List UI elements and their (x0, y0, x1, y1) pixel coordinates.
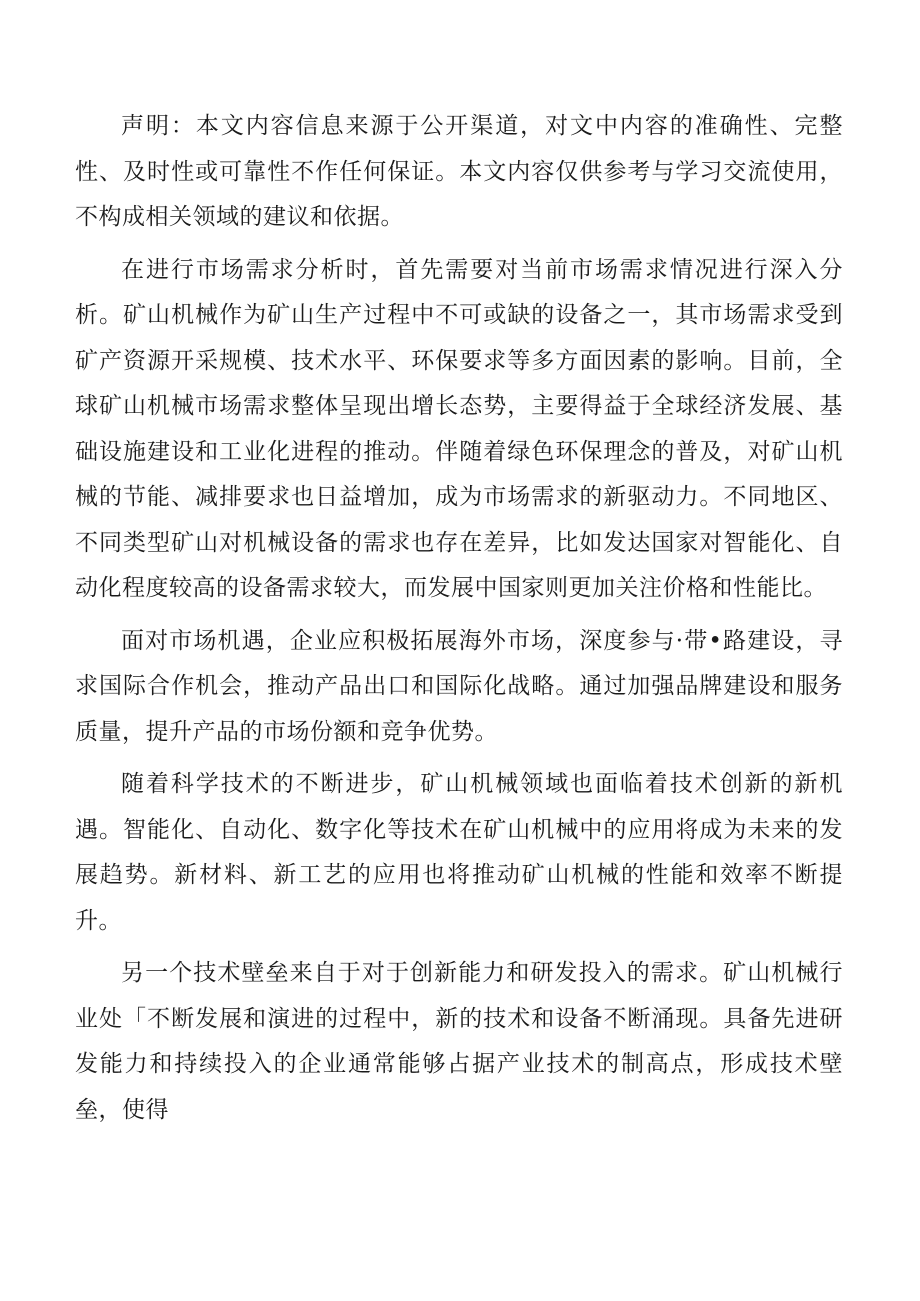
disclaimer-paragraph: 声明：本文内容信息来源于公开渠道，对文中内容的准确性、完整性、及时性或可靠性不作任何保证。本文内容仅供参考与学习交流使用，不构成相关领域的建议和依据。 (75, 113, 843, 230)
technology-opportunity-paragraph: 随着科学技术的不断进步，矿山机械领域也面临着技术创新的新机遇。智能化、自动化、数字化等技术在矿山机械中的应用将成为未来的发展趋势。新材料、新工艺的应用也将推动矿山机械的性能和效率不断提升。 (75, 771, 843, 934)
market-demand-paragraph: 在进行市场需求分析时，首先需要对当前市场需求情况进行深入分析。矿山机械作为矿山生产过程中不可或缺的设备之一，其市场需求受到矿产资源开采规模、技术水平、环保要求等多方面因素的影响。目前，全球矿山机械市场需求整体呈现出增长态势，主要得益于全球经济发展、基础设施建设和工业化进程的推动。伴随着绿色环保理念的普及，对矿山机械的节能、减排要求也日益增加，成为市场需求的新驱动力。不同地区、不同类型矿山对机械设备的需求也存在差异，比如发达国家对智能化、自动化程度较高的设备需求较大，而发展中国家则更加关注价格和性能比。 (75, 256, 843, 601)
document-body (75, 104, 843, 1140)
market-opportunity-paragraph: 面对市场机遇，企业应积极拓展海外市场，深度参与·带•路建设，寻求国际合作机会，推动产品出口和国际化战略。通过加强品牌建设和服务质量，提升产品的市场份额和竞争优势。 (75, 627, 843, 745)
technical-barrier-paragraph: 另一个技术壁垒来自于对于创新能力和研发投入的需求。矿山机械行业处「不断发展和演进的过程中，新的技术和设备不断涌现。具备先进研发能力和持续投入的企业通常能够占据产业技术的制高点，形成技术壁垒，使得 (75, 960, 843, 1123)
